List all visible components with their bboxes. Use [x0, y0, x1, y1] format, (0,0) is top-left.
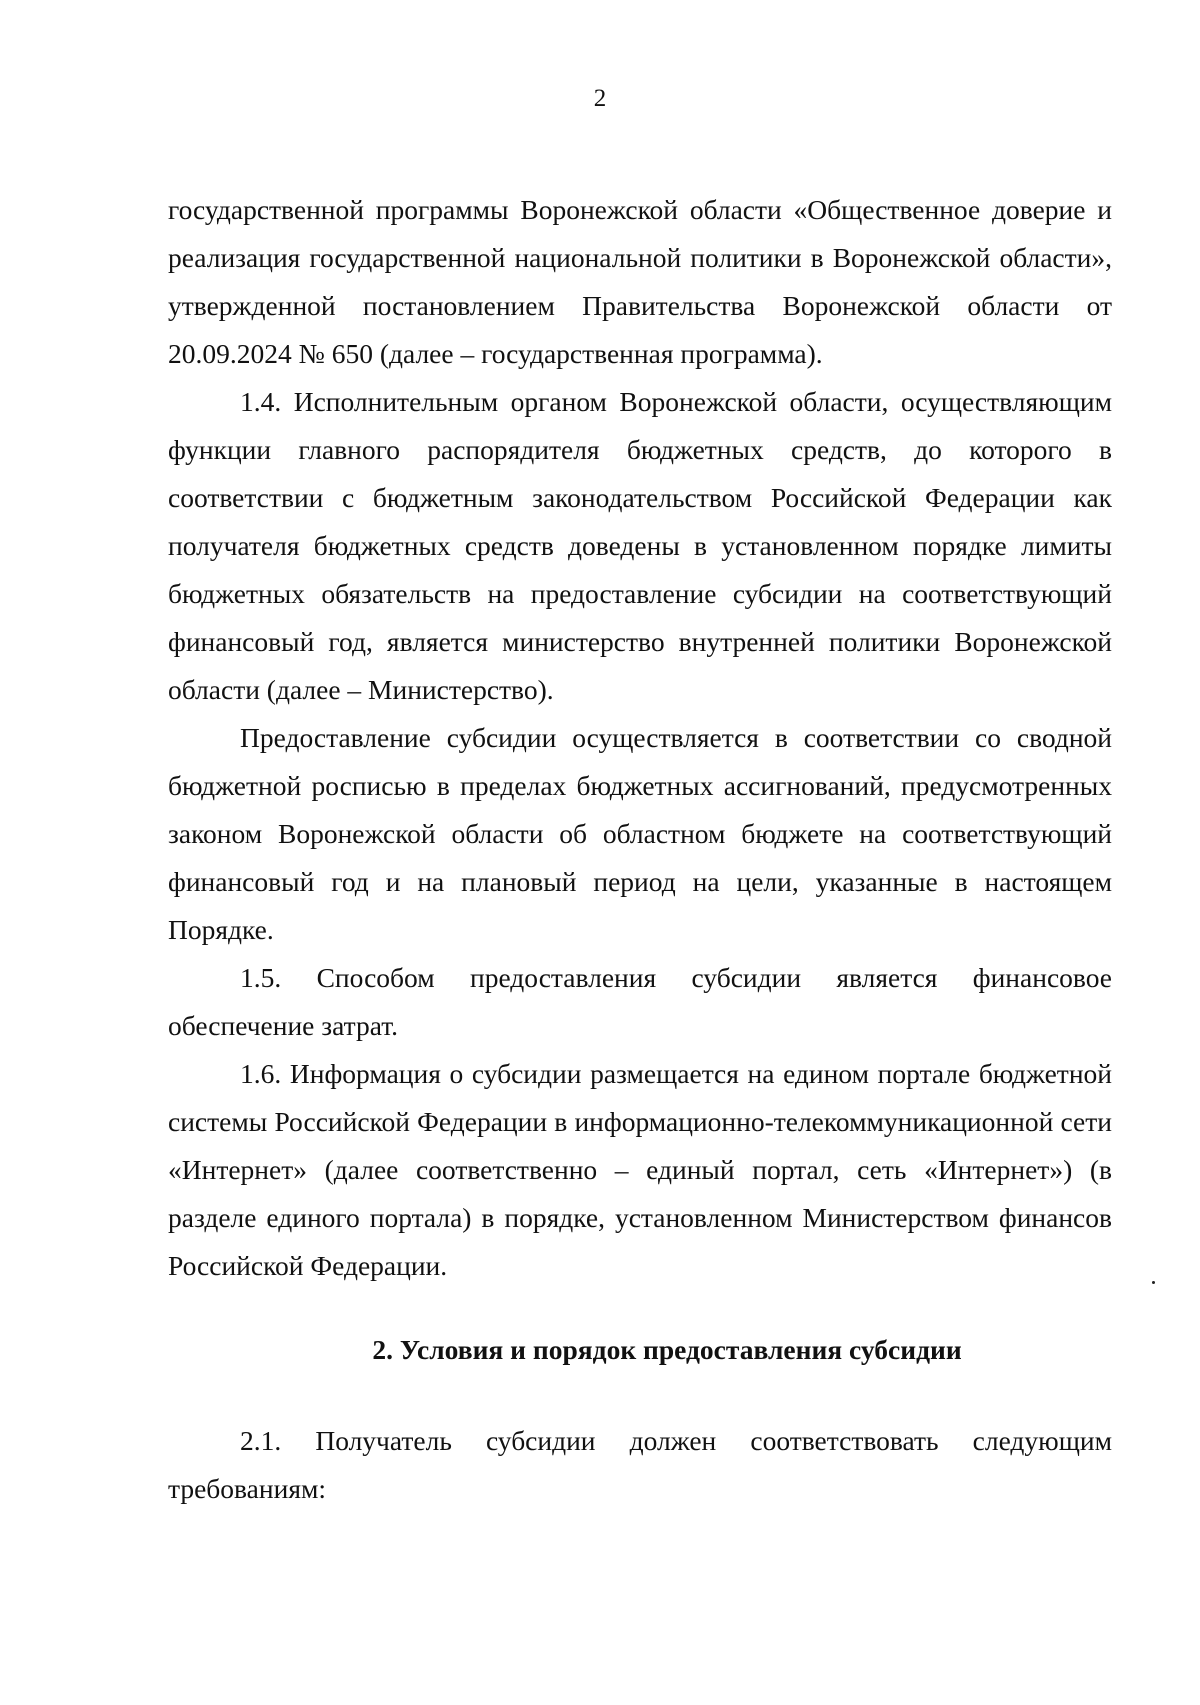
- document-body: [168, 186, 1112, 1513]
- paragraph-program-continuation: государственной программы Воронежской области «Общественное доверие и реализация государственной национальной политики в Воронежской области», утвержденной постановлением Правительства Воронежской области от 20.09.2024 № 650 (далее – государственная программа).: [168, 194, 1112, 369]
- paragraph-subsidy-provision: Предоставление субсидии осуществляется в соответствии со сводной бюджетной росписью в пределах бюджетных ассигнований, предусмотренных законом Воронежской области об областном бюджете на соответствующий финансовый год и на плановый период на цели, указанные в настоящем Порядке.: [168, 722, 1112, 945]
- scan-speck: [1152, 1281, 1155, 1284]
- paragraph-1-6: 1.6. Информация о субсидии размещается на едином портале бюджетной системы Российской Федерации в информационно-телекоммуникационной сети «Интернет» (далее соответственно – единый портал, сеть «Интернет») (в разделе единого портала) в порядке, установленном Министерством финансов Российской Федерации.: [168, 1058, 1112, 1281]
- paragraph-2-1: 2.1. Получатель субсидии должен соответствовать следующим требованиям:: [168, 1425, 1112, 1504]
- section-heading: 2. Условия и порядок предоставления субсидии: [372, 1334, 962, 1365]
- paragraph-1-4: 1.4. Исполнительным органом Воронежской области, осуществляющим функции главного распорядителя бюджетных средств, до которого в соответствии с бюджетным законодательством Российской Федерации как получателя бюджетных средств доведены в установленном порядке лимиты бюджетных обязательств на предоставление субсидии на соответствующий финансовый год, является министерство внутренней политики Воронежской области (далее – Министерство).: [168, 386, 1112, 705]
- paragraph-1-5: 1.5. Способом предоставления субсидии является финансовое обеспечение затрат.: [168, 962, 1112, 1041]
- page-number: 2: [593, 85, 607, 112]
